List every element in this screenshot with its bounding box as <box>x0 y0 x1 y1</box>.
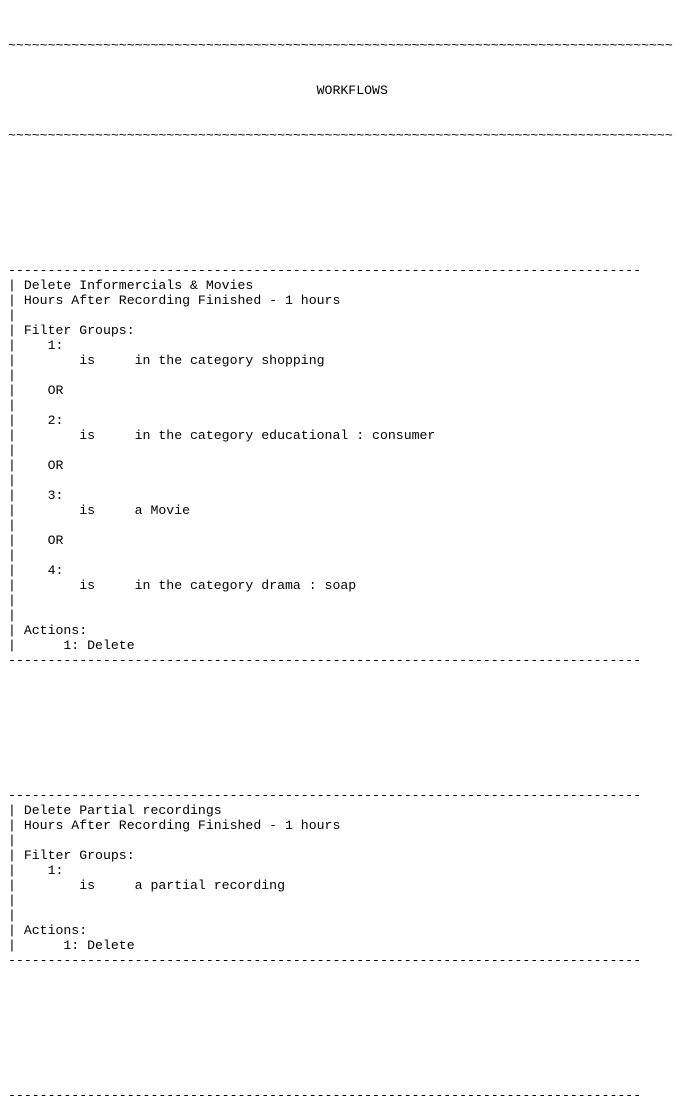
workflow-block-3 <box>8 1088 673 1103</box>
workflow-line: | OR <box>8 458 64 473</box>
workflow-line: | 4: <box>8 563 64 578</box>
workflow-line: -------------------------------------------------------------------------------- <box>8 263 642 278</box>
workflow-line: | Filter Groups: <box>8 848 135 863</box>
workflow-line: | <box>8 443 16 458</box>
workflow-line: | 1: Delete <box>8 638 135 653</box>
workflow-line: -------------------------------------------------------------------------------- <box>8 653 642 668</box>
workflow-line: | 3: <box>8 488 64 503</box>
workflow-line: | <box>8 548 16 563</box>
workflow-line: | Actions: <box>8 923 88 938</box>
workflow-line: | 1: <box>8 863 64 878</box>
workflow-line: | is a partial recording <box>8 878 285 893</box>
workflow-block-1 <box>8 263 673 668</box>
workflow-line: | 1: Delete <box>8 938 135 953</box>
spacer <box>8 188 673 218</box>
workflow-line: | Hours After Recording Finished - 1 hours <box>8 293 341 308</box>
workflow-line: | is in the category shopping <box>8 353 325 368</box>
header-top-rule: ~~~~~~~~~~~~~~~~~~~~~~~~~~~~~~~~~~~~~~~~~~~~~~~~~~~~~~~~~~~~~~~~~~~~~~~~~~~~~~~~~~~~ <box>8 38 673 53</box>
header-bottom-rule: ~~~~~~~~~~~~~~~~~~~~~~~~~~~~~~~~~~~~~~~~~~~~~~~~~~~~~~~~~~~~~~~~~~~~~~~~~~~~~~~~~~~~ <box>8 128 673 143</box>
workflow-line: | <box>8 893 16 908</box>
workflow-line: | OR <box>8 383 64 398</box>
workflow-line: -------------------------------------------------------------------------------- <box>8 788 642 803</box>
workflow-line: | <box>8 833 16 848</box>
workflow-line: -------------------------------------------------------------------------------- <box>8 1088 642 1103</box>
workflow-line: | 2: <box>8 413 64 428</box>
workflow-line: | Actions: <box>8 623 88 638</box>
spacer <box>8 1013 673 1043</box>
workflow-line: | is in the category drama : soap <box>8 578 357 593</box>
workflow-line: | Delete Informercials & Movies <box>8 278 254 293</box>
workflow-line: | <box>8 308 16 323</box>
workflow-line: | is in the category educational : consumer <box>8 428 436 443</box>
workflow-line: | <box>8 473 16 488</box>
workflow-line: | <box>8 368 16 383</box>
workflow-line: | <box>8 518 16 533</box>
spacer <box>8 713 673 743</box>
workflow-line: | Filter Groups: <box>8 323 135 338</box>
workflow-line: | <box>8 398 16 413</box>
workflow-block-2 <box>8 788 673 968</box>
workflows-document <box>8 8 673 1118</box>
workflow-line: | 1: <box>8 338 64 353</box>
workflow-line: | is a Movie <box>8 503 191 518</box>
page-title: WORKFLOWS <box>8 83 388 98</box>
workflow-line: | Hours After Recording Finished - 1 hours <box>8 818 341 833</box>
workflow-line: -------------------------------------------------------------------------------- <box>8 953 642 968</box>
workflow-line: | OR <box>8 533 64 548</box>
workflow-line: | Delete Partial recordings <box>8 803 222 818</box>
workflow-line: | <box>8 908 16 923</box>
workflow-line: | <box>8 593 16 608</box>
workflow-line: | <box>8 608 16 623</box>
